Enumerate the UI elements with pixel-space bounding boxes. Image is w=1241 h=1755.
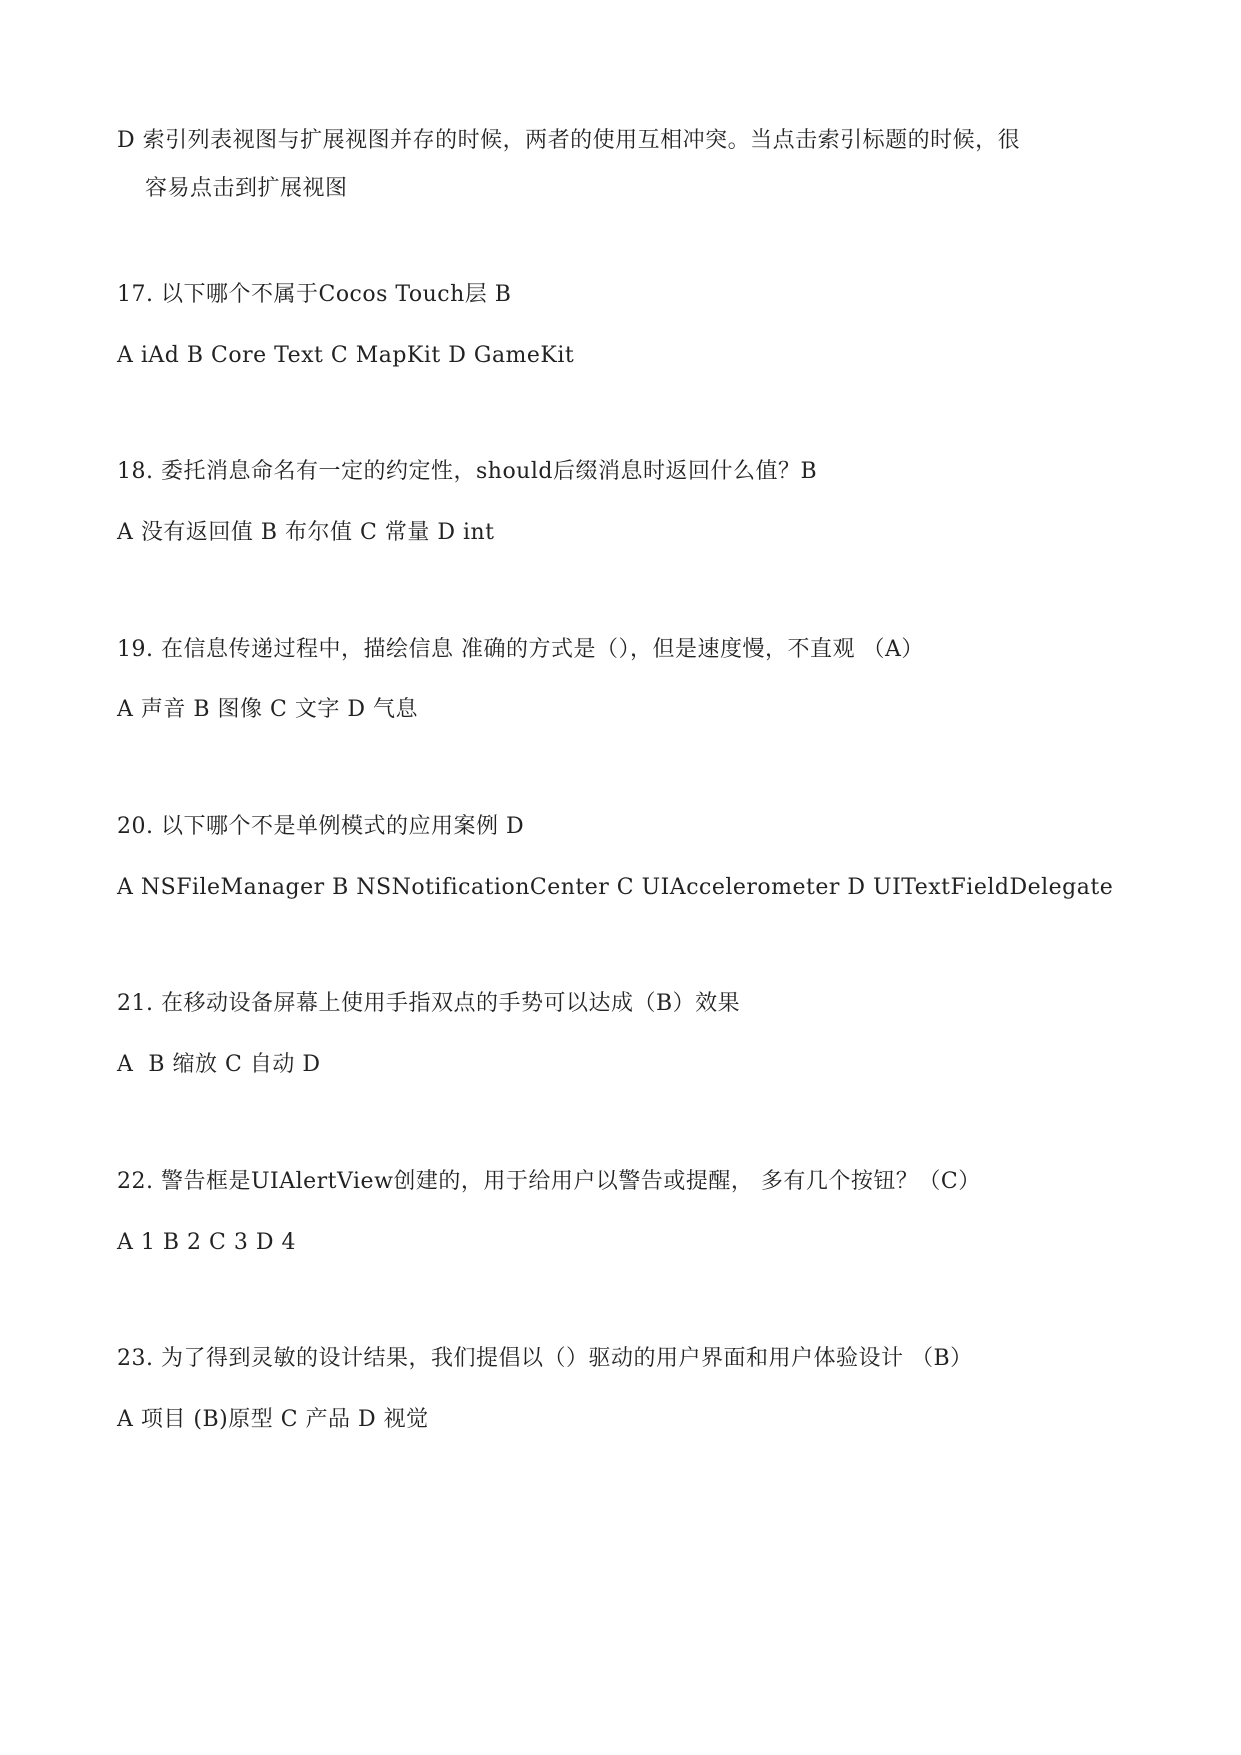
question-17: 17. 以下哪个不属于Cocos Touch层 B (117, 282, 512, 307)
options-17: A iAd B Core Text C MapKit D GameKit (117, 343, 575, 368)
prev-option-d-line-1: D 索引列表视图与扩展视图并存的时候，两者的使用互相冲突。当点击索引标题的时候，很 (117, 128, 1021, 153)
question-21: 21. 在移动设备屏幕上使用手指双点的手势可以达成（B）效果 (117, 991, 741, 1016)
options-18: A 没有返回值 B 布尔值 C 常量 D int (117, 520, 495, 545)
question-20: 20. 以下哪个不是单例模式的应用案例 D (117, 814, 525, 839)
options-22: A 1 B 2 C 3 D 4 (117, 1230, 296, 1255)
options-23: A 项目 (B)原型 C 产品 D 视觉 (117, 1407, 429, 1432)
options-20: A NSFileManager B NSNotificationCenter C UIAccelerometer D UITextFieldDelegate (117, 875, 1114, 900)
question-18: 18. 委托消息命名有一定的约定性，should后缀消息时返回什么值？B (117, 459, 818, 484)
options-19: A 声音 B 图像 C 文字 D 气息 (117, 697, 418, 722)
prev-option-d-line-2: 容易点击到扩展视图 (145, 176, 348, 201)
question-23: 23. 为了得到灵敏的设计结果，我们提倡以（）驱动的用户界面和用户体验设计 （B） (117, 1346, 973, 1371)
options-21: A B 缩放 C 自动 D (117, 1052, 321, 1077)
question-22: 22. 警告框是UIAlertView创建的，用于给用户以警告或提醒， 多有几个按钮？（C） (117, 1169, 981, 1194)
question-19: 19. 在信息传递过程中，描绘信息 准确的方式是（），但是速度慢，不直观 （A） (117, 637, 924, 662)
